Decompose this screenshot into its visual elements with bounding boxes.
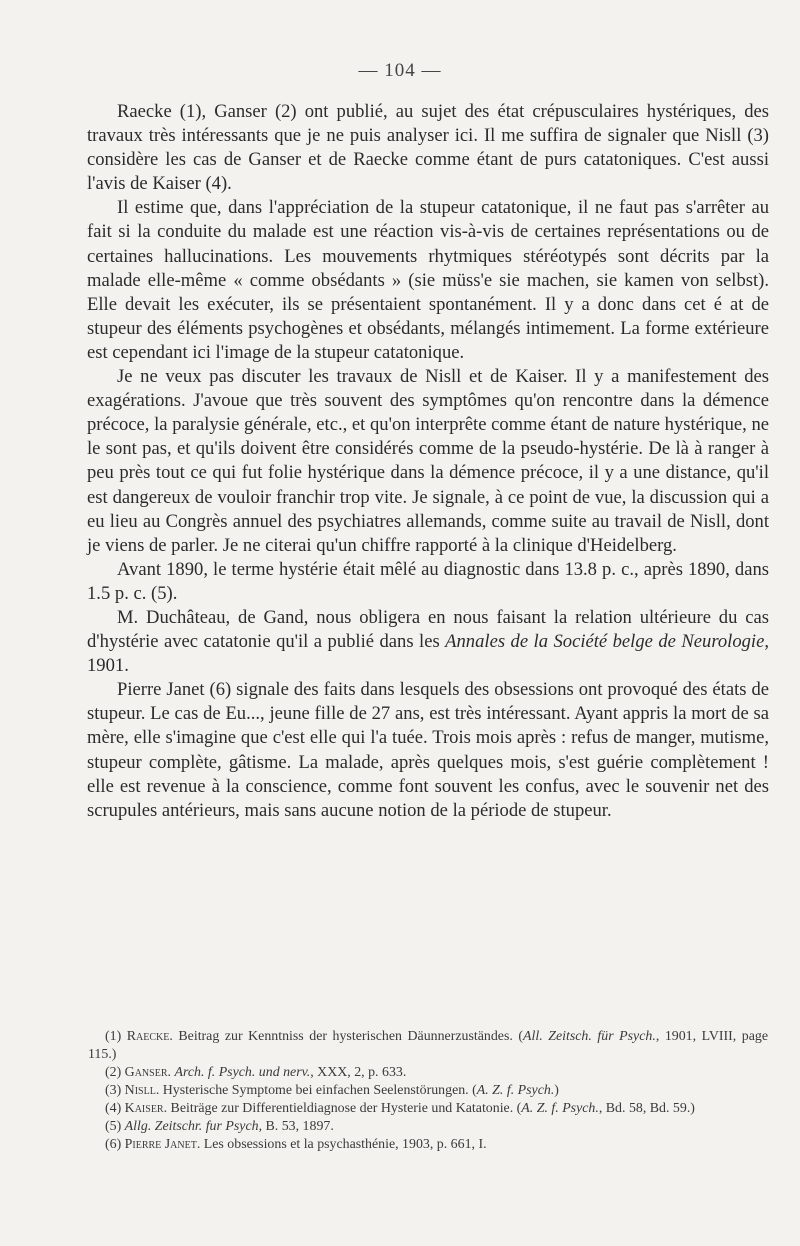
text-segment: (5) [105,1119,125,1134]
footnote [88,1028,768,1064]
text-segment: ) [554,1083,559,1098]
paragraph [87,678,769,823]
text-segment: . Beiträge zur Differentieldiagnose der Hysterie und Katatonie. ( [163,1101,522,1116]
text-segment: (3) [105,1083,125,1098]
footnote [88,1064,768,1082]
text-segment: Je ne veux pas discuter les travaux de Nisll et de Kaiser. Il y a manifestement des exagérations. J'avoue que très souvent des symptômes qu'on rencontre dans la démence précoce, la paralysie générale, etc., et qu'on interprête comme étant de nature hystérique, ne le sont pas, et qu'ils doivent être considérés comme de la pseudo-hystérie. De là à ranger à peu près tout ce qui fut folie hystérique dans la démence précoce, il y a une distance, qu'il est dangereux de vouloir franchir trop vite. Je signale, à ce point de vue, la discussion qui a eu lieu au Congrès annuel des psychiatres allemands, comme suite au travail de Nisll, dont je viens de parler. Je ne citerai qu'un chiffre rapporté à la clinique d'Heidelberg. [87,366,769,556]
text-segment: , B. 53, 1897. [258,1119,334,1134]
footnote [88,1136,768,1154]
text-segment: Annales de la Société belge de Neurologie [445,631,765,653]
text-segment: Il estime que, dans l'appréciation de la stupeur catatonique, il ne faut pas s'arrêter au fait si la conduite du malade est une réaction vis-à-vis de certaines représentations ou de certaines hallucinations. Les mouvements rhytmiques stéréotypés sont décrits par la malade elle-même « comme obsédants » (sie müss'e sie machen, sie kamen von selbst). Elle devait les exécuter, ils se présentaient spontanément. Il y a donc dans cet é at de stupeur des éléments psychogènes et obsédants, mélangés intimement. La forme extérieure est cependant ici l'image de la stupeur catatonique. [87,197,769,363]
text-segment: . Les obsessions et la psychasthénie, 1903, p. 661, I. [196,1137,487,1152]
paragraph [87,365,769,558]
paragraph [87,558,769,606]
footnote [88,1100,768,1118]
page-number: — 104 — [358,60,442,81]
footnote [88,1118,768,1136]
footnotes [88,1028,768,1154]
text-segment: (6) [105,1137,125,1152]
text-segment: Ganser [124,1065,168,1080]
text-segment: Avant 1890, le terme hystérie était mêlé au diagnostic dans 13.8 p. c., après 1890, dans 1.5 p. c. (5). [87,558,769,604]
text-segment: , Bd. 58, Bd. 59.) [598,1101,695,1116]
text-segment: Nisll [124,1083,156,1098]
body-text [87,100,769,823]
text-segment: A. Z. f. Psych. [476,1083,555,1098]
text-segment: (2) [105,1065,125,1080]
text-segment: . Hysterische Symptome bei einfachen Seelenstörungen. ( [155,1083,477,1098]
text-segment: (1) [105,1029,127,1044]
text-segment: , 1901. [87,631,770,677]
text-segment: M. Duchâteau, de Gand, nous obligera en nous faisant la relation ultérieure du cas d'hystérie avec catatonie qu'il a publié dans les [87,606,769,653]
text-segment: Kaiser [124,1101,164,1116]
footnote [88,1082,768,1100]
text-segment: , 1901, LVIII, page 115.) [88,1029,769,1062]
text-segment: (4) [105,1101,125,1116]
text-segment: Arch. f. Psych. und nerv. [174,1065,311,1080]
text-segment: All. Zeitsch. für Psych. [523,1029,656,1044]
text-segment: . [167,1065,175,1080]
text-segment: A. Z. f. Psych. [521,1101,599,1116]
text-segment: Allg. Zeitschr. fur Psych [124,1119,259,1134]
text-segment: . Beitrag zur Kenntniss der hysterischen Däunnerzuständes. ( [169,1029,524,1044]
text-segment: Pierre Janet (6) signale des faits dans lesquels des obsessions ont provoqué des états de stupeur. Le cas de Eu..., jeune fille de 27 ans, est très intéressant. Ayant appris la mort de sa mère, elle s'imagine que c'est elle qui l'a tuée. Trois mois après : refus de manger, mutisme, stupeur complète, gâtisme. La malade, après quelques mois, s'est guérie complètement ! elle est revenue à la conscience, comme font souvent les confus, avec le souvenir net des scrupules antérieurs, mais sans aucune notion de la période de stupeur. [87,679,769,821]
text-segment: Raecke (1), Ganser (2) ont publié, au sujet des état crépusculaires hystériques, des travaux très intéressants que je ne puis analyser ici. Il me suffira de signaler que Nisll (3) considère les cas de Ganser et de Raecke comme étant de purs catatoniques. C'est aussi l'avis de Kaiser (4). [87,101,769,195]
paragraph [87,196,769,365]
text-segment: Pierre Janet [124,1137,197,1152]
text-segment: Raecke [126,1029,170,1044]
paragraph [87,100,769,196]
text-segment: , XXX, 2, p. 633. [310,1065,407,1080]
paragraph [87,606,769,678]
